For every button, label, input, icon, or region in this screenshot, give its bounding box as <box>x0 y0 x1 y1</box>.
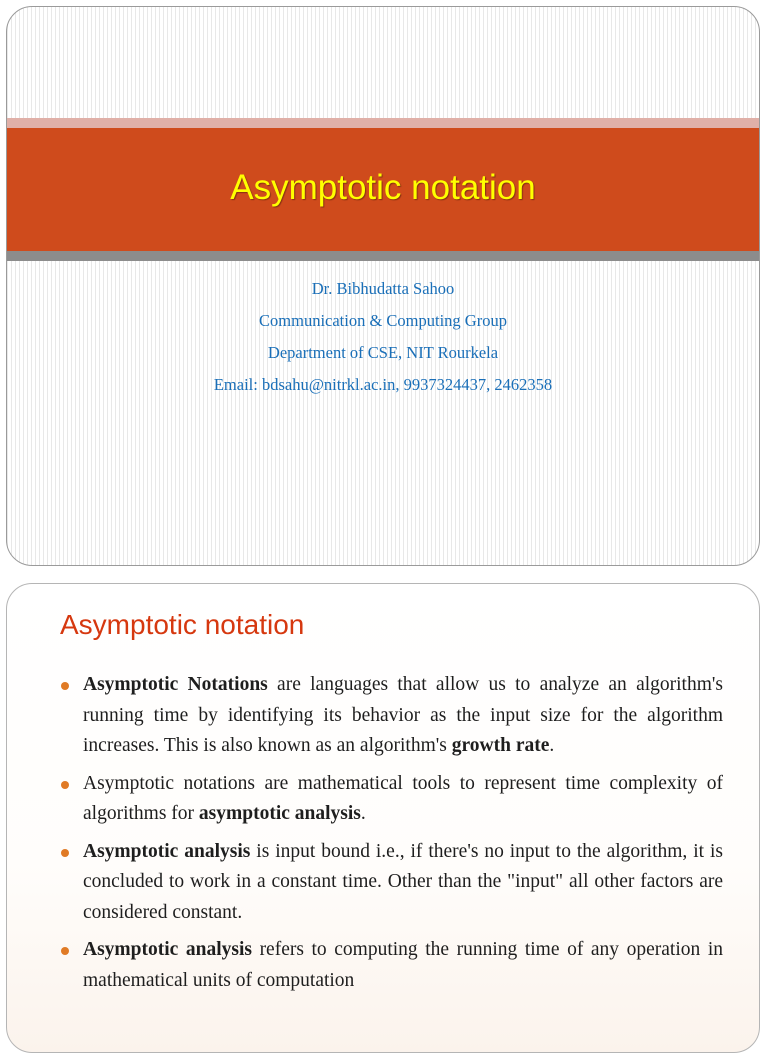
bullet-dot-icon <box>61 682 69 690</box>
title-band <box>7 128 759 251</box>
bullet-text-end: . <box>360 803 366 824</box>
author-block <box>7 273 759 401</box>
bullet-text: refers to computing the running time of any operation in mathematical units of computation <box>83 939 723 991</box>
bullet-bold-term: Asymptotic analysis <box>83 939 252 960</box>
bullet-dot-icon <box>61 849 69 857</box>
bullet-dot-icon <box>61 947 69 955</box>
slide-title: Asymptotic notation <box>230 168 536 207</box>
bullet-text-end: . <box>549 735 555 756</box>
bullet-text: are languages that allow us to analyze an algorithm's running time by identifying its behavior as the input size for the algorithm increases. This is also known as an algorithm's <box>83 674 723 756</box>
author-email: Email: bdsahu@nitrkl.ac.in, 9937324437, 2462358 <box>213 375 553 394</box>
author-name: Dr. Bibhudatta Sahoo <box>311 279 455 298</box>
author-group: Communication & Computing Group <box>259 311 507 330</box>
list-item <box>61 935 723 996</box>
bullet-bold-term: growth rate <box>451 735 550 756</box>
author-department: Department of CSE, NIT Rourkela <box>267 343 499 362</box>
bullet-bold-term: Asymptotic analysis <box>83 840 251 862</box>
list-item <box>61 837 723 929</box>
bullet-bold-term: Asymptotic Notations <box>83 674 268 695</box>
list-item <box>61 769 723 830</box>
list-item <box>61 670 723 762</box>
bullet-dot-icon <box>61 781 69 789</box>
slide-heading: Asymptotic notation <box>60 609 305 640</box>
bullet-text: Asymptotic notations are mathematical tools to represent time complexity of algorithms for <box>83 772 723 824</box>
title-bottom-band <box>7 251 759 261</box>
bullet-list <box>61 670 723 1003</box>
bullet-text: is input bound i.e., if there's no input to the algorithm, it is concluded to work in a constant time. Other than the "input" all other factors are considered constant. <box>83 840 723 923</box>
content-slide <box>6 583 760 1053</box>
title-slide <box>6 6 760 566</box>
bullet-bold-term: asymptotic analysis <box>198 803 361 824</box>
